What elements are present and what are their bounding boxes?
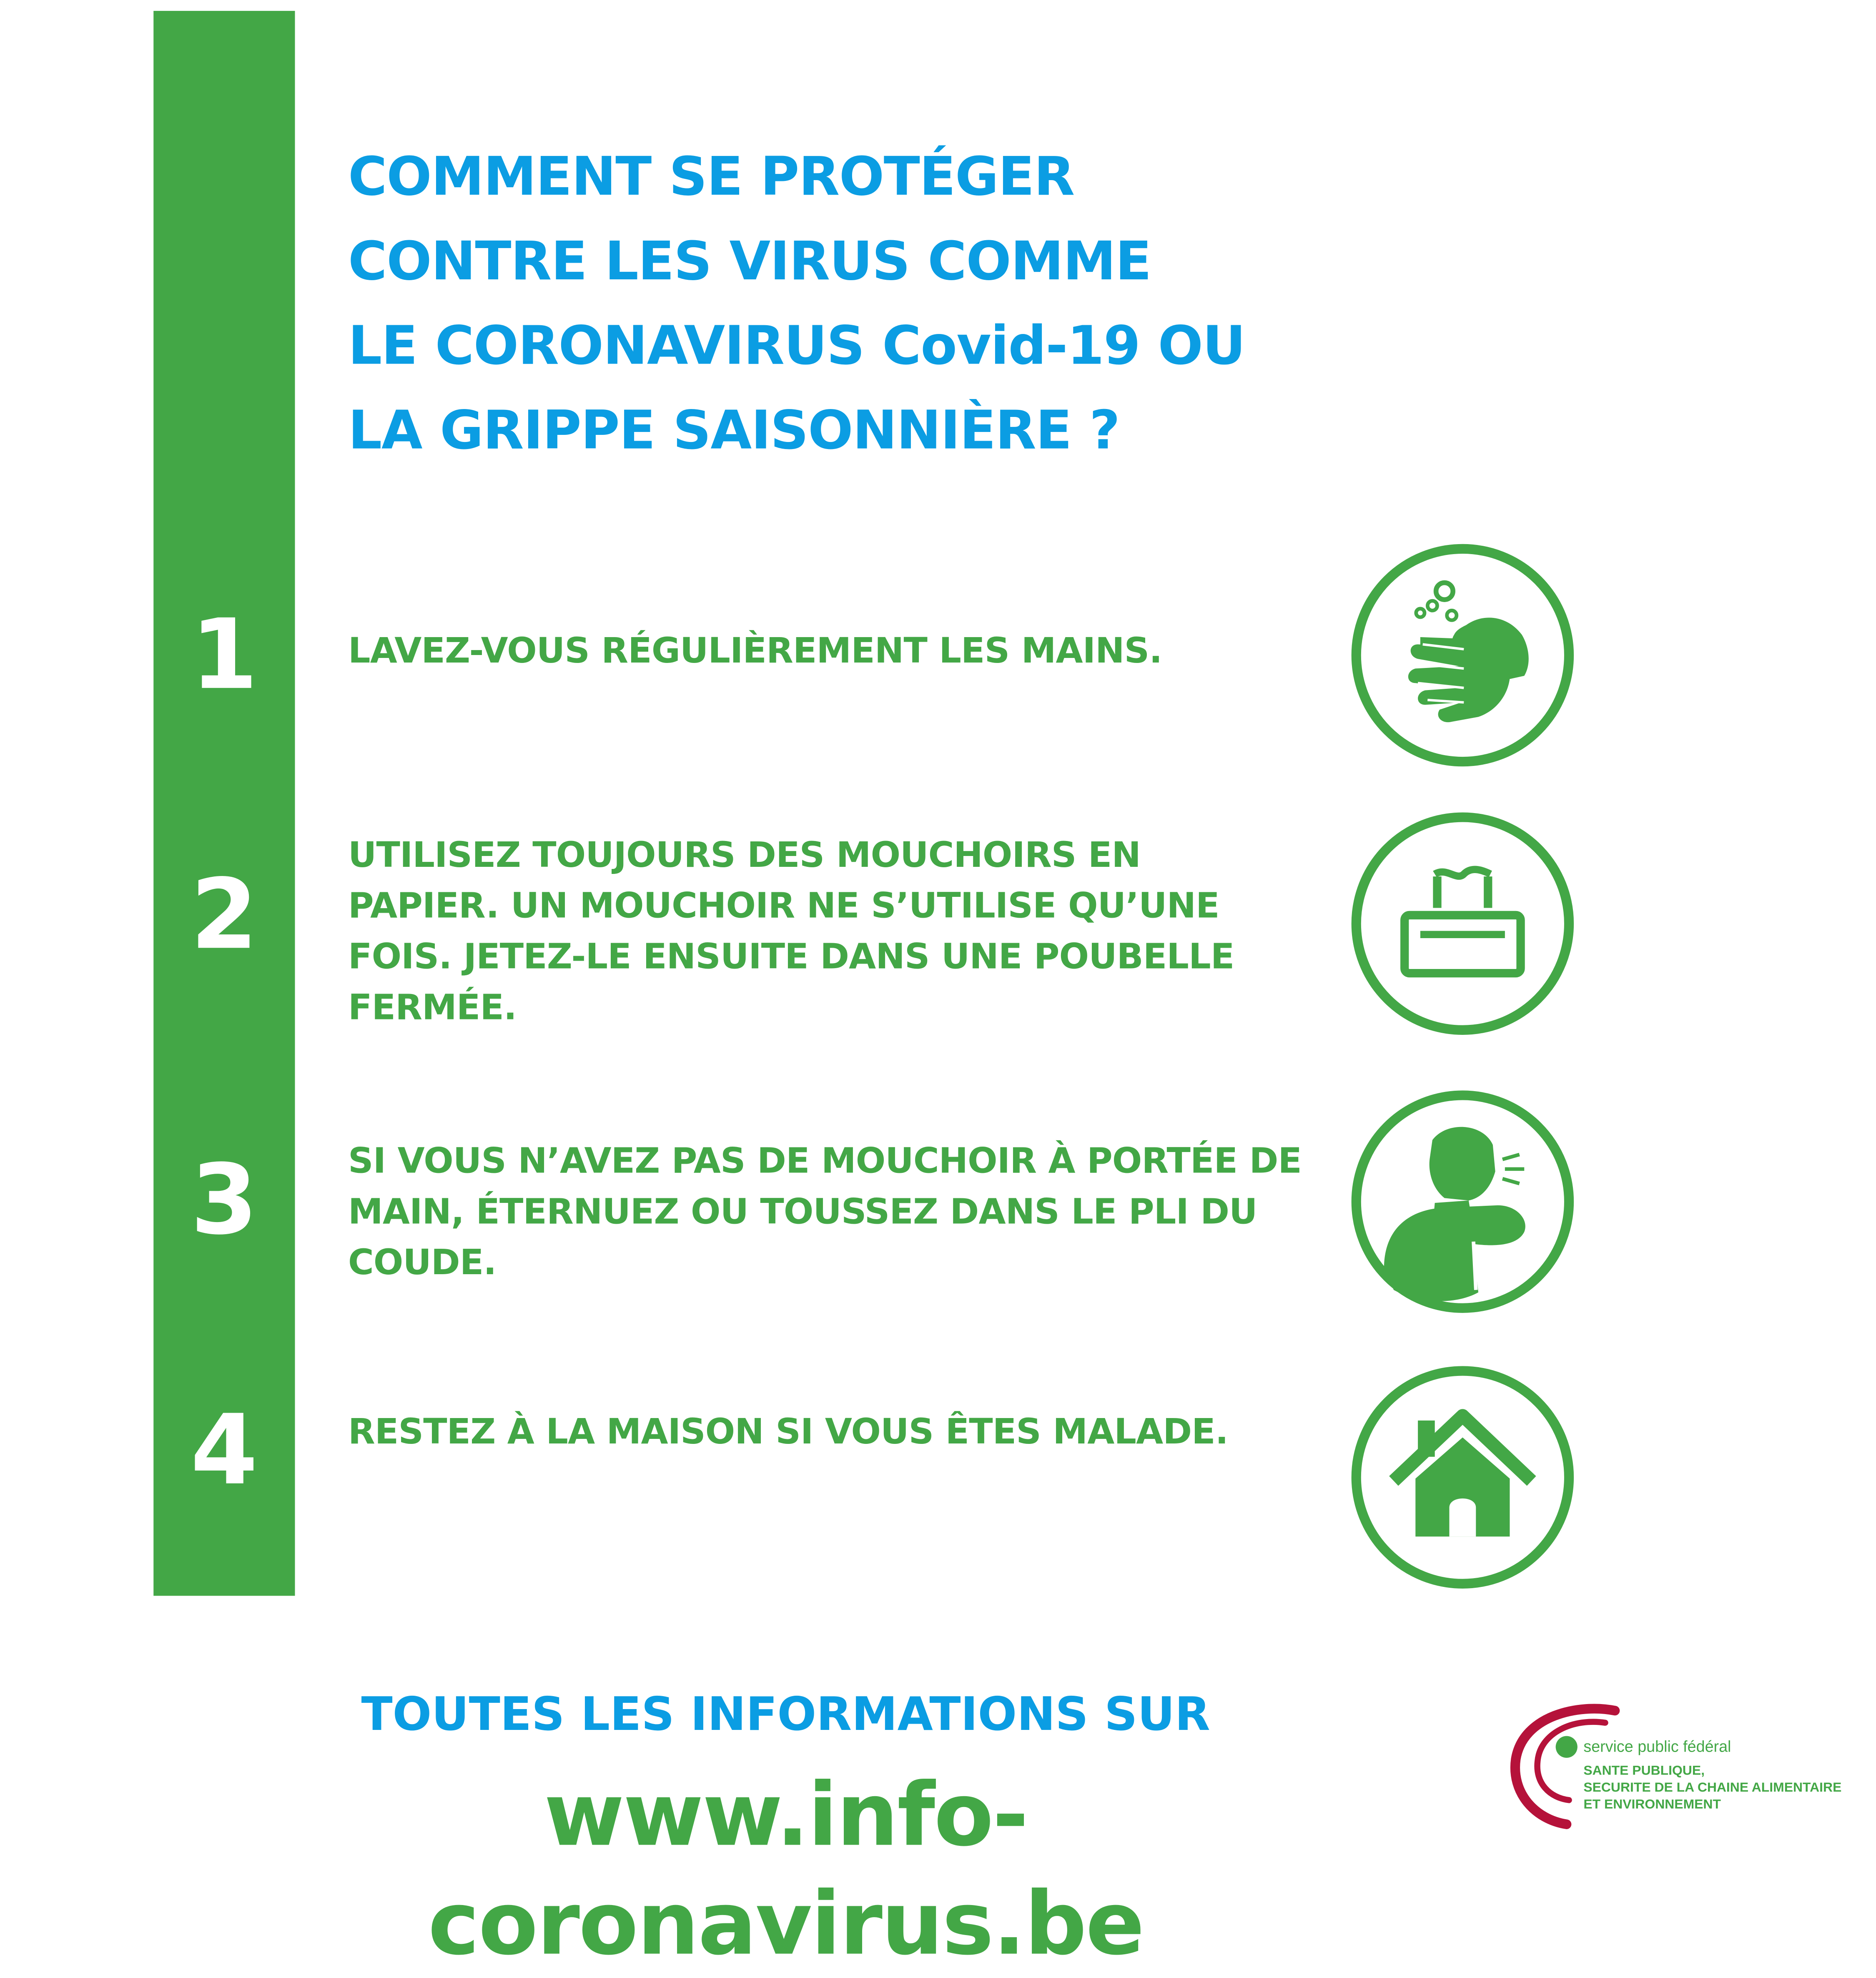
logo-name [1583,1762,1841,1813]
step-number-4: 4 [191,1394,258,1506]
tissue-box-icon [1348,809,1578,1039]
title-line: LA GRIPPE SAISONNIÈRE ? [348,400,1120,462]
step-text-1: LAVEZ-VOUS RÉGULIÈREMENT LES MAINS. [348,630,1162,671]
logo-name-line: SECURITE DE LA CHAINE ALIMENTAIRE [1583,1780,1842,1795]
step-text-3: SI VOUS N’AVEZ PAS DE MOUCHOIR À PORTÉE DE MAIN, ÉTERNUEZ OU TOUSSEZ DANS LE PLI DU COUDE. [348,1140,1302,1283]
title-line: LE CORONAVIRUS Covid-19 OU [348,315,1245,377]
footer-lead: TOUTES LES INFORMATIONS SUR [361,1687,1210,1741]
number-bar [153,11,295,1596]
house-icon [1348,1363,1578,1592]
sneeze-elbow-icon [1348,1087,1578,1317]
hand-washing-icon [1348,540,1578,770]
logo-name-line: SANTE PUBLIQUE, [1583,1764,1705,1779]
website-url[interactable]: www.info-coronavirus.be [428,1764,1144,1974]
logo-name-line: ET ENVIRONNEMENT [1583,1797,1721,1812]
step-number-3: 3 [191,1143,258,1256]
step-number-1: 1 [191,598,258,711]
title-line: COMMENT SE PROTÉGER [348,146,1074,208]
logo-subtitle: service public fédéral [1583,1737,1731,1756]
step-text-2: UTILISEZ TOUJOURS DES MOUCHOIRS EN PAPIER. UN MOUCHOIR NE S’UTILISE QU’UNE FOIS. JETEZ-LE ENSUITE DANS UNE POUBELLE FERMÉE. [348,834,1234,1028]
step-text-4: RESTEZ À LA MAISON SI VOUS ÊTES MALADE. [348,1411,1228,1452]
page-title [348,136,1245,474]
step-number-2: 2 [191,858,258,971]
title-line: CONTRE LES VIRUS COMME [348,231,1151,293]
